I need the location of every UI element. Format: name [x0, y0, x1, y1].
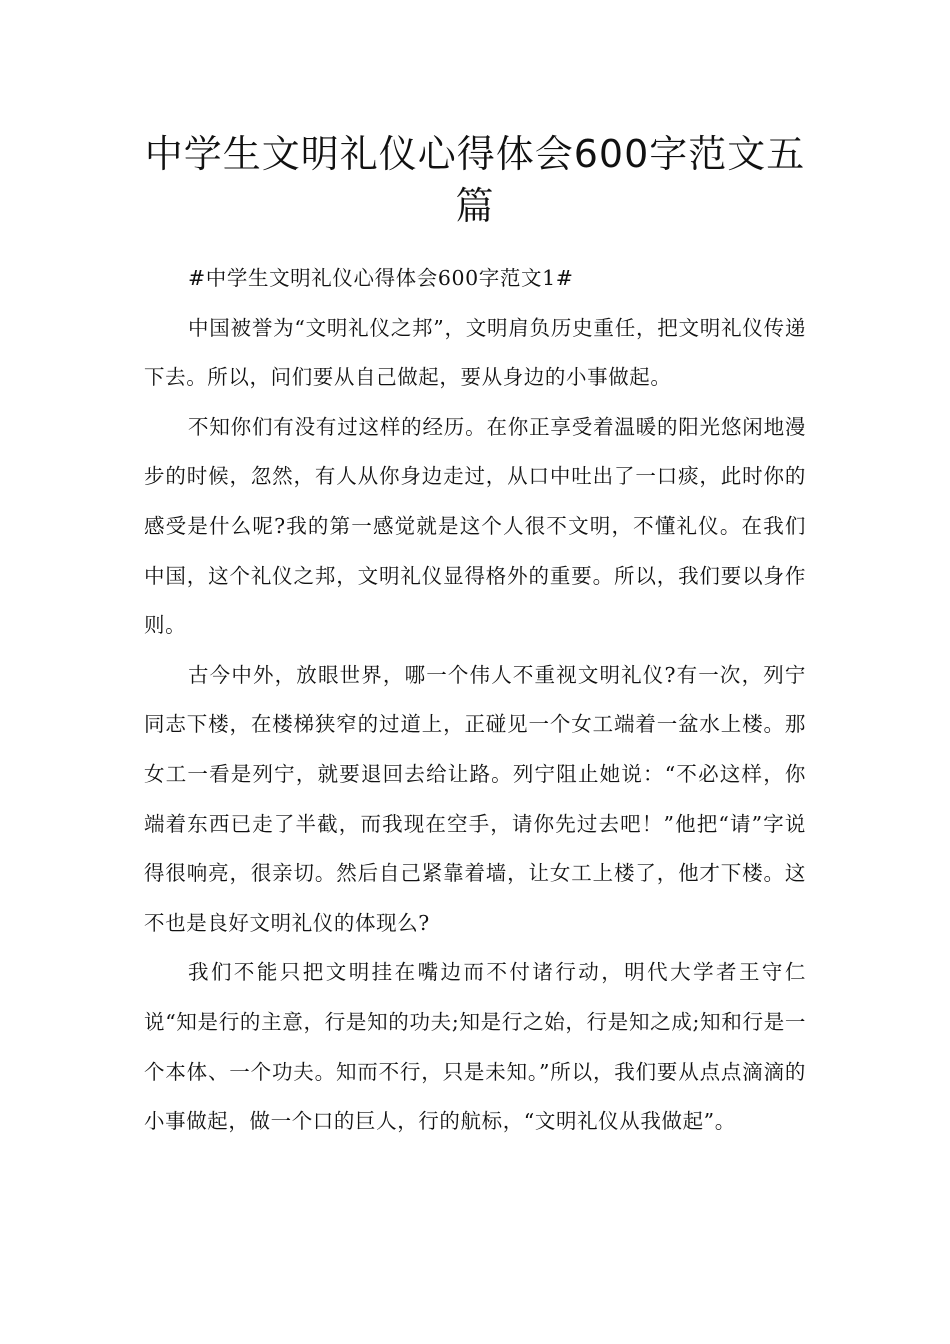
paragraph-2: 不知你们有没有过这样的经历。在你正享受着温暖的阳光悠闲地漫步的时候，忽然，有人从你身边走过，从口中吐出了一口痰，此时你的感受是什么呢?我的第一感觉就是这个人很不文明，不懂礼仪。在我们中国，这个礼仪之邦，文明礼仪显得格外的重要。所以，我们要以身作则。: [144, 414, 806, 638]
document-body: [144, 254, 806, 1147]
paragraph-4: 我们不能只把文明挂在嘴边而不付诸行动，明代大学者王守仁说“知是行的主意，行是知的功夫;知是行之始，行是知之成;知和行是一个本体、一个功夫。知而不行，只是未知。”所以，我们要从点点滴滴的小事做起，做一个口的巨人，行的航标，“文明礼仪从我做起”。: [144, 960, 806, 1134]
paragraph-1: 中国被誉为“文明礼仪之邦”，文明肩负历史重任，把文明礼仪传递下去。所以，问们要从自己做起，要从身边的小事做起。: [144, 315, 806, 390]
paragraph-3: 古今中外，放眼世界，哪一个伟人不重视文明礼仪?有一次，列宁同志下楼，在楼梯狭窄的过道上，正碰见一个女工端着一盆水上楼。那女工一看是列宁，就要退回去给让路。列宁阻止她说：“不必这样，你端着东西已走了半截，而我现在空手，请你先过去吧！”他把“请”字说得很响亮，很亲切。然后自己紧靠着墙，让女工上楼了，他才下楼。这不也是良好文明礼仪的体现么?: [144, 662, 806, 935]
document-title: 中学生文明礼仪心得体会600字范文五篇: [144, 132, 806, 228]
section-heading: #中学生文明礼仪心得体会600字范文1#: [188, 266, 574, 290]
